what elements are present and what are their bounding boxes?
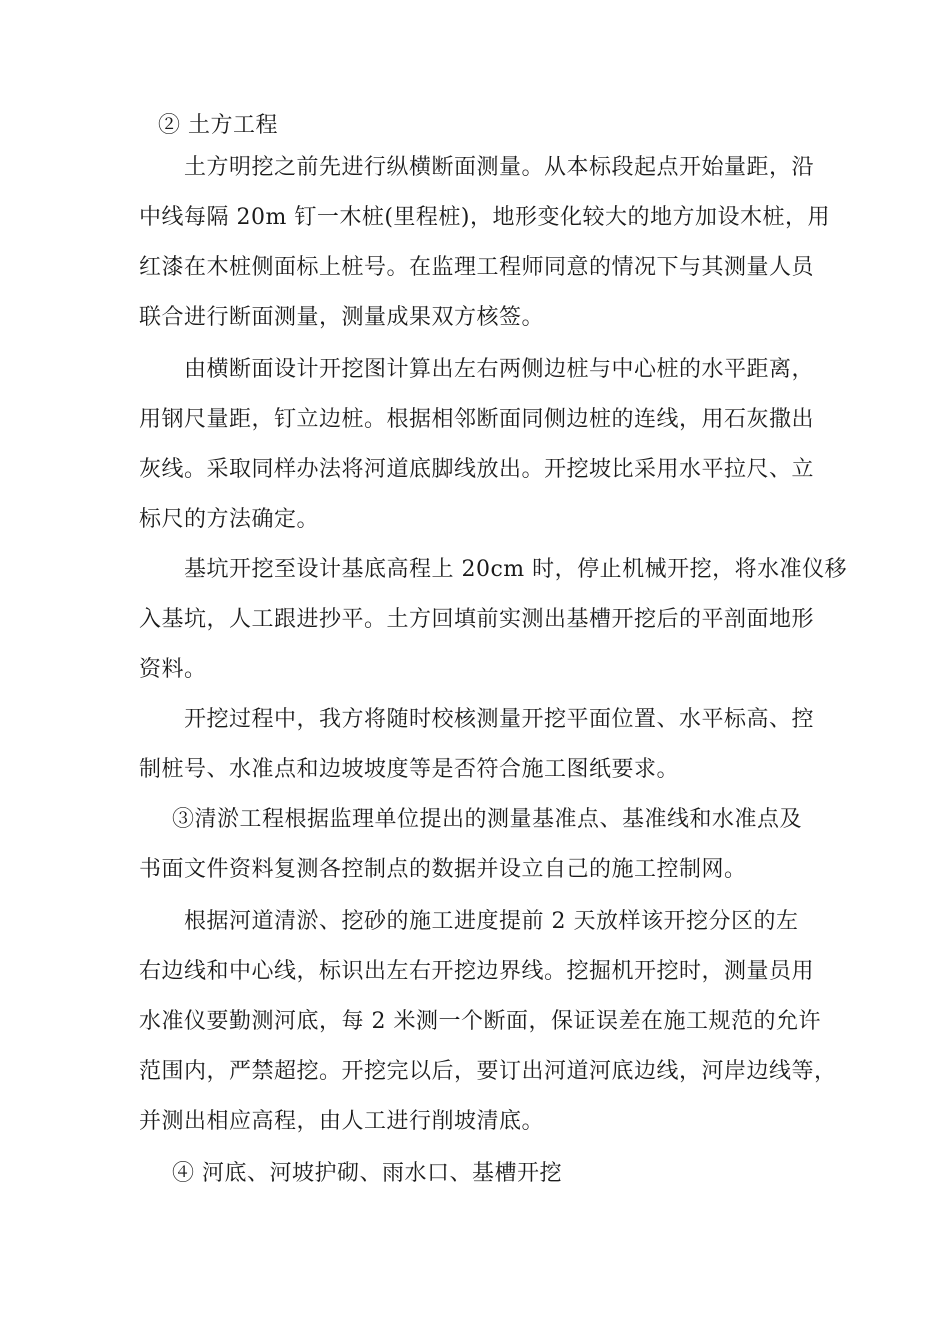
paragraph-line: 入基坑，人工跟进抄平。土方回填前实测出基槽开挖后的平剖面地形 (139, 607, 815, 632)
paragraph-line: 书面文件资料复测各控制点的数据并设立自己的施工控制网。 (139, 857, 747, 882)
paragraph-line: 开挖过程中，我方将随时校核测量开挖平面位置、水平标高、控 (184, 707, 815, 732)
paragraph-line: 红漆在木桩侧面标上桩号。在监理工程师同意的情况下与其测量人员 (139, 255, 815, 280)
paragraph-line: 标尺的方法确定。 (139, 507, 320, 532)
paragraph-line: 资料。 (139, 657, 207, 682)
paragraph-line: 根据河道清淤、挖砂的施工进度提前 2 天放样该开挖分区的左 (184, 909, 799, 934)
paragraph-line: 用钢尺量距，钉立边桩。根据相邻断面同侧边桩的连线，用石灰撒出 (139, 407, 815, 432)
paragraph-line: 范围内，严禁超挖。开挖完以后，要订出河道河底边线，河岸边线等， (139, 1059, 837, 1084)
paragraph-line: 并测出相应高程，由人工进行削坡清底。 (139, 1109, 545, 1134)
paragraph-line: 水准仪要勤测河底，每 2 米测一个断面，保证误差在施工规范的允许 (139, 1009, 821, 1034)
paragraph-line: 联合进行断面测量，测量成果双方核签。 (139, 305, 545, 330)
section-heading-earthwork: ② 土方工程 (158, 113, 278, 138)
paragraph-line: 右边线和中心线，标识出左右开挖边界线。挖掘机开挖时，测量员用 (139, 959, 815, 984)
section-heading-riverbed: ④ 河底、河坡护砌、雨水口、基槽开挖 (172, 1161, 562, 1186)
paragraph-line: 灰线。采取同样办法将河道底脚线放出。开挖坡比采用水平拉尺、立 (139, 457, 815, 482)
section-heading-dredging: ③清淤工程根据监理单位提出的测量基准点、基准线和水准点及 (172, 807, 803, 832)
paragraph-line: 中线每隔 20m 钉一木桩(里程桩)，地形变化较大的地方加设木桩，用 (139, 205, 831, 230)
paragraph-line: 基坑开挖至设计基底高程上 20cm 时，停止机械开挖，将水准仪移 (184, 557, 848, 582)
paragraph-line: 土方明挖之前先进行纵横断面测量。从本标段起点开始量距，沿 (184, 155, 815, 180)
paragraph-line: 由横断面设计开挖图计算出左右两侧边桩与中心桩的水平距离， (184, 357, 815, 382)
paragraph-line: 制桩号、水准点和边坡坡度等是否符合施工图纸要求。 (139, 757, 680, 782)
